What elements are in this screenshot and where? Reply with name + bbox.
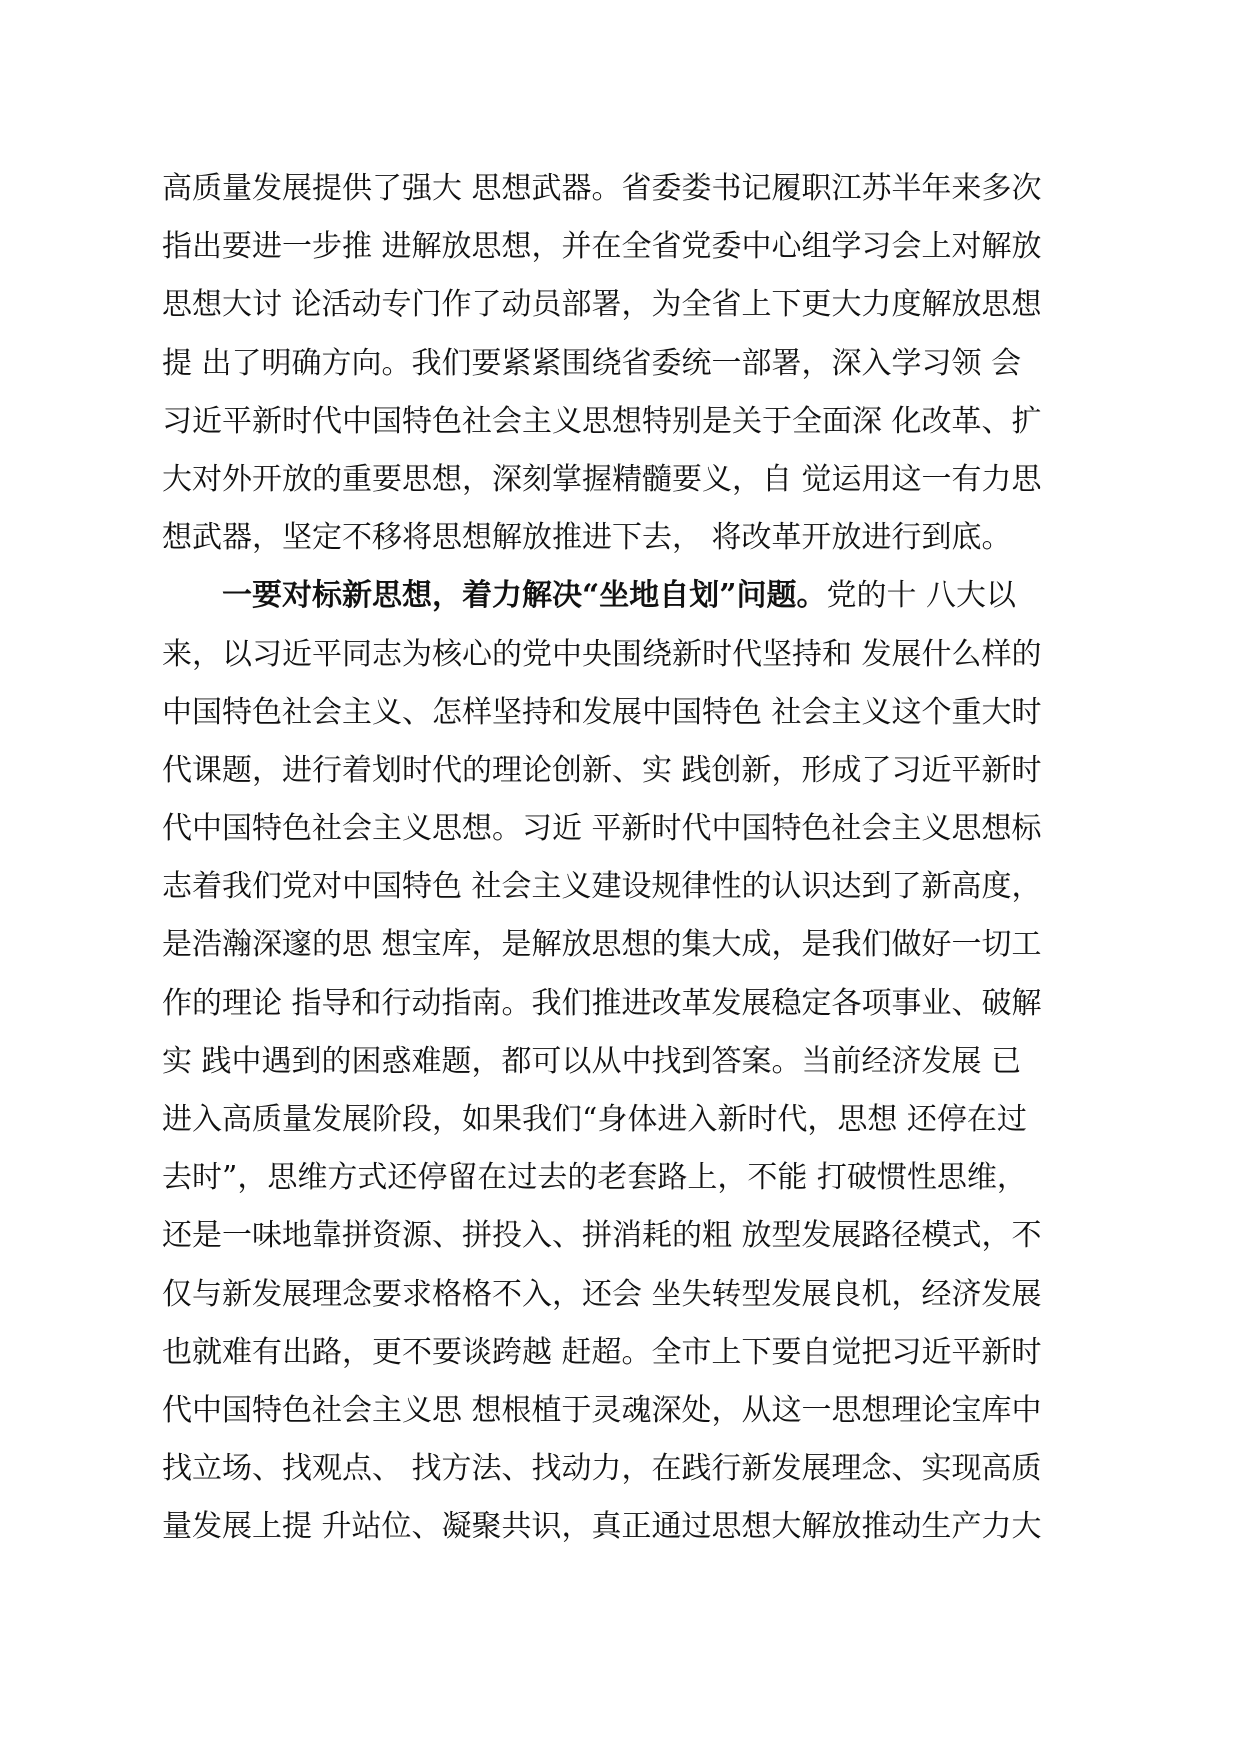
text-line: 还是一味地靠拼资源、拼投入、拼消耗的粗 放型发展路径模式，不 [162,1218,1042,1254]
text-line: 大对外开放的重要思想，深刻掌握精髓要义，自 觉运用这一有力思 [162,461,1042,497]
text-line: 量发展上提 升站位、凝聚共识，真正通过思想大解放推动生产力大 [162,1509,1042,1545]
text-line: 习近平新时代中国特色社会主义思想特别是关于全面深 化改革、扩 [162,403,1042,439]
text-line: 指出要进一步推 进解放思想，并在全省党委中心组学习会上对解放 [162,229,1042,265]
document-body [162,160,1088,1557]
paragraph-1 [162,160,1088,567]
text-line: 中国特色社会主义、怎样坚持和发展中国特色 社会主义这个重大时 [162,694,1042,730]
text-line: 代中国特色社会主义思想。习近 平新时代中国特色社会主义思想标 [162,811,1042,847]
text-line: 作的理论 指导和行动指南。我们推进改革发展稳定各项事业、破解 [162,985,1042,1021]
text-line: 找立场、找观点、 找方法、找动力，在践行新发展理念、实现高质 [162,1451,1042,1487]
paragraph-first-line-text: 党的十 八大以 [826,578,1017,614]
text-line: 提 出了明确方向。我们要紧紧围绕省委统一部署，深入学习领 会 [162,345,1022,381]
text-line: 实 践中遇到的困惑难题，都可以从中找到答案。当前经济发展 已 [162,1043,1022,1079]
text-line: 是浩瀚深邃的思 想宝库，是解放思想的集大成，是我们做好一切工 [162,927,1042,963]
text-line: 去时”，思维方式还停留在过去的老套路上，不能 打破惯性思维， [162,1160,1027,1196]
text-line: 想武器，坚定不移将思想解放推进下去， 将改革开放进行到底。 [162,520,1012,556]
text-line: 思想大讨 论活动专门作了动员部署，为全省上下更大力度解放思想 [162,287,1042,323]
text-line: 代课题，进行着划时代的理论创新、实 践创新，形成了习近平新时 [162,752,1042,788]
text-line: 也就难有出路，更不要谈跨越 赶超。全市上下要自觉把习近平新时 [162,1334,1042,1370]
text-line: 仅与新发展理念要求格格不入，还会 坐失转型发展良机，经济发展 [162,1276,1042,1312]
paragraph-2 [162,567,1088,1556]
paragraph-first-line [162,567,1088,625]
text-line: 志着我们党对中国特色 社会主义建设规律性的认识达到了新高度， [162,869,1042,905]
text-line: 进入高质量发展阶段，如果我们“身体进入新时代，思想 还停在过 [162,1102,1027,1137]
paragraph-heading: 一要对标新思想，着力解决“坐地自划”问题。 [222,578,827,614]
text-line: 来，以习近平同志为核心的党中央围绕新时代坚持和 发展什么样的 [162,636,1042,672]
text-line: 代中国特色社会主义思 想根植于灵魂深处，从这一思想理论宝库中 [162,1392,1042,1428]
text-line: 高质量发展提供了强大 思想武器。省委娄书记履职江苏半年来多次 [162,171,1042,206]
